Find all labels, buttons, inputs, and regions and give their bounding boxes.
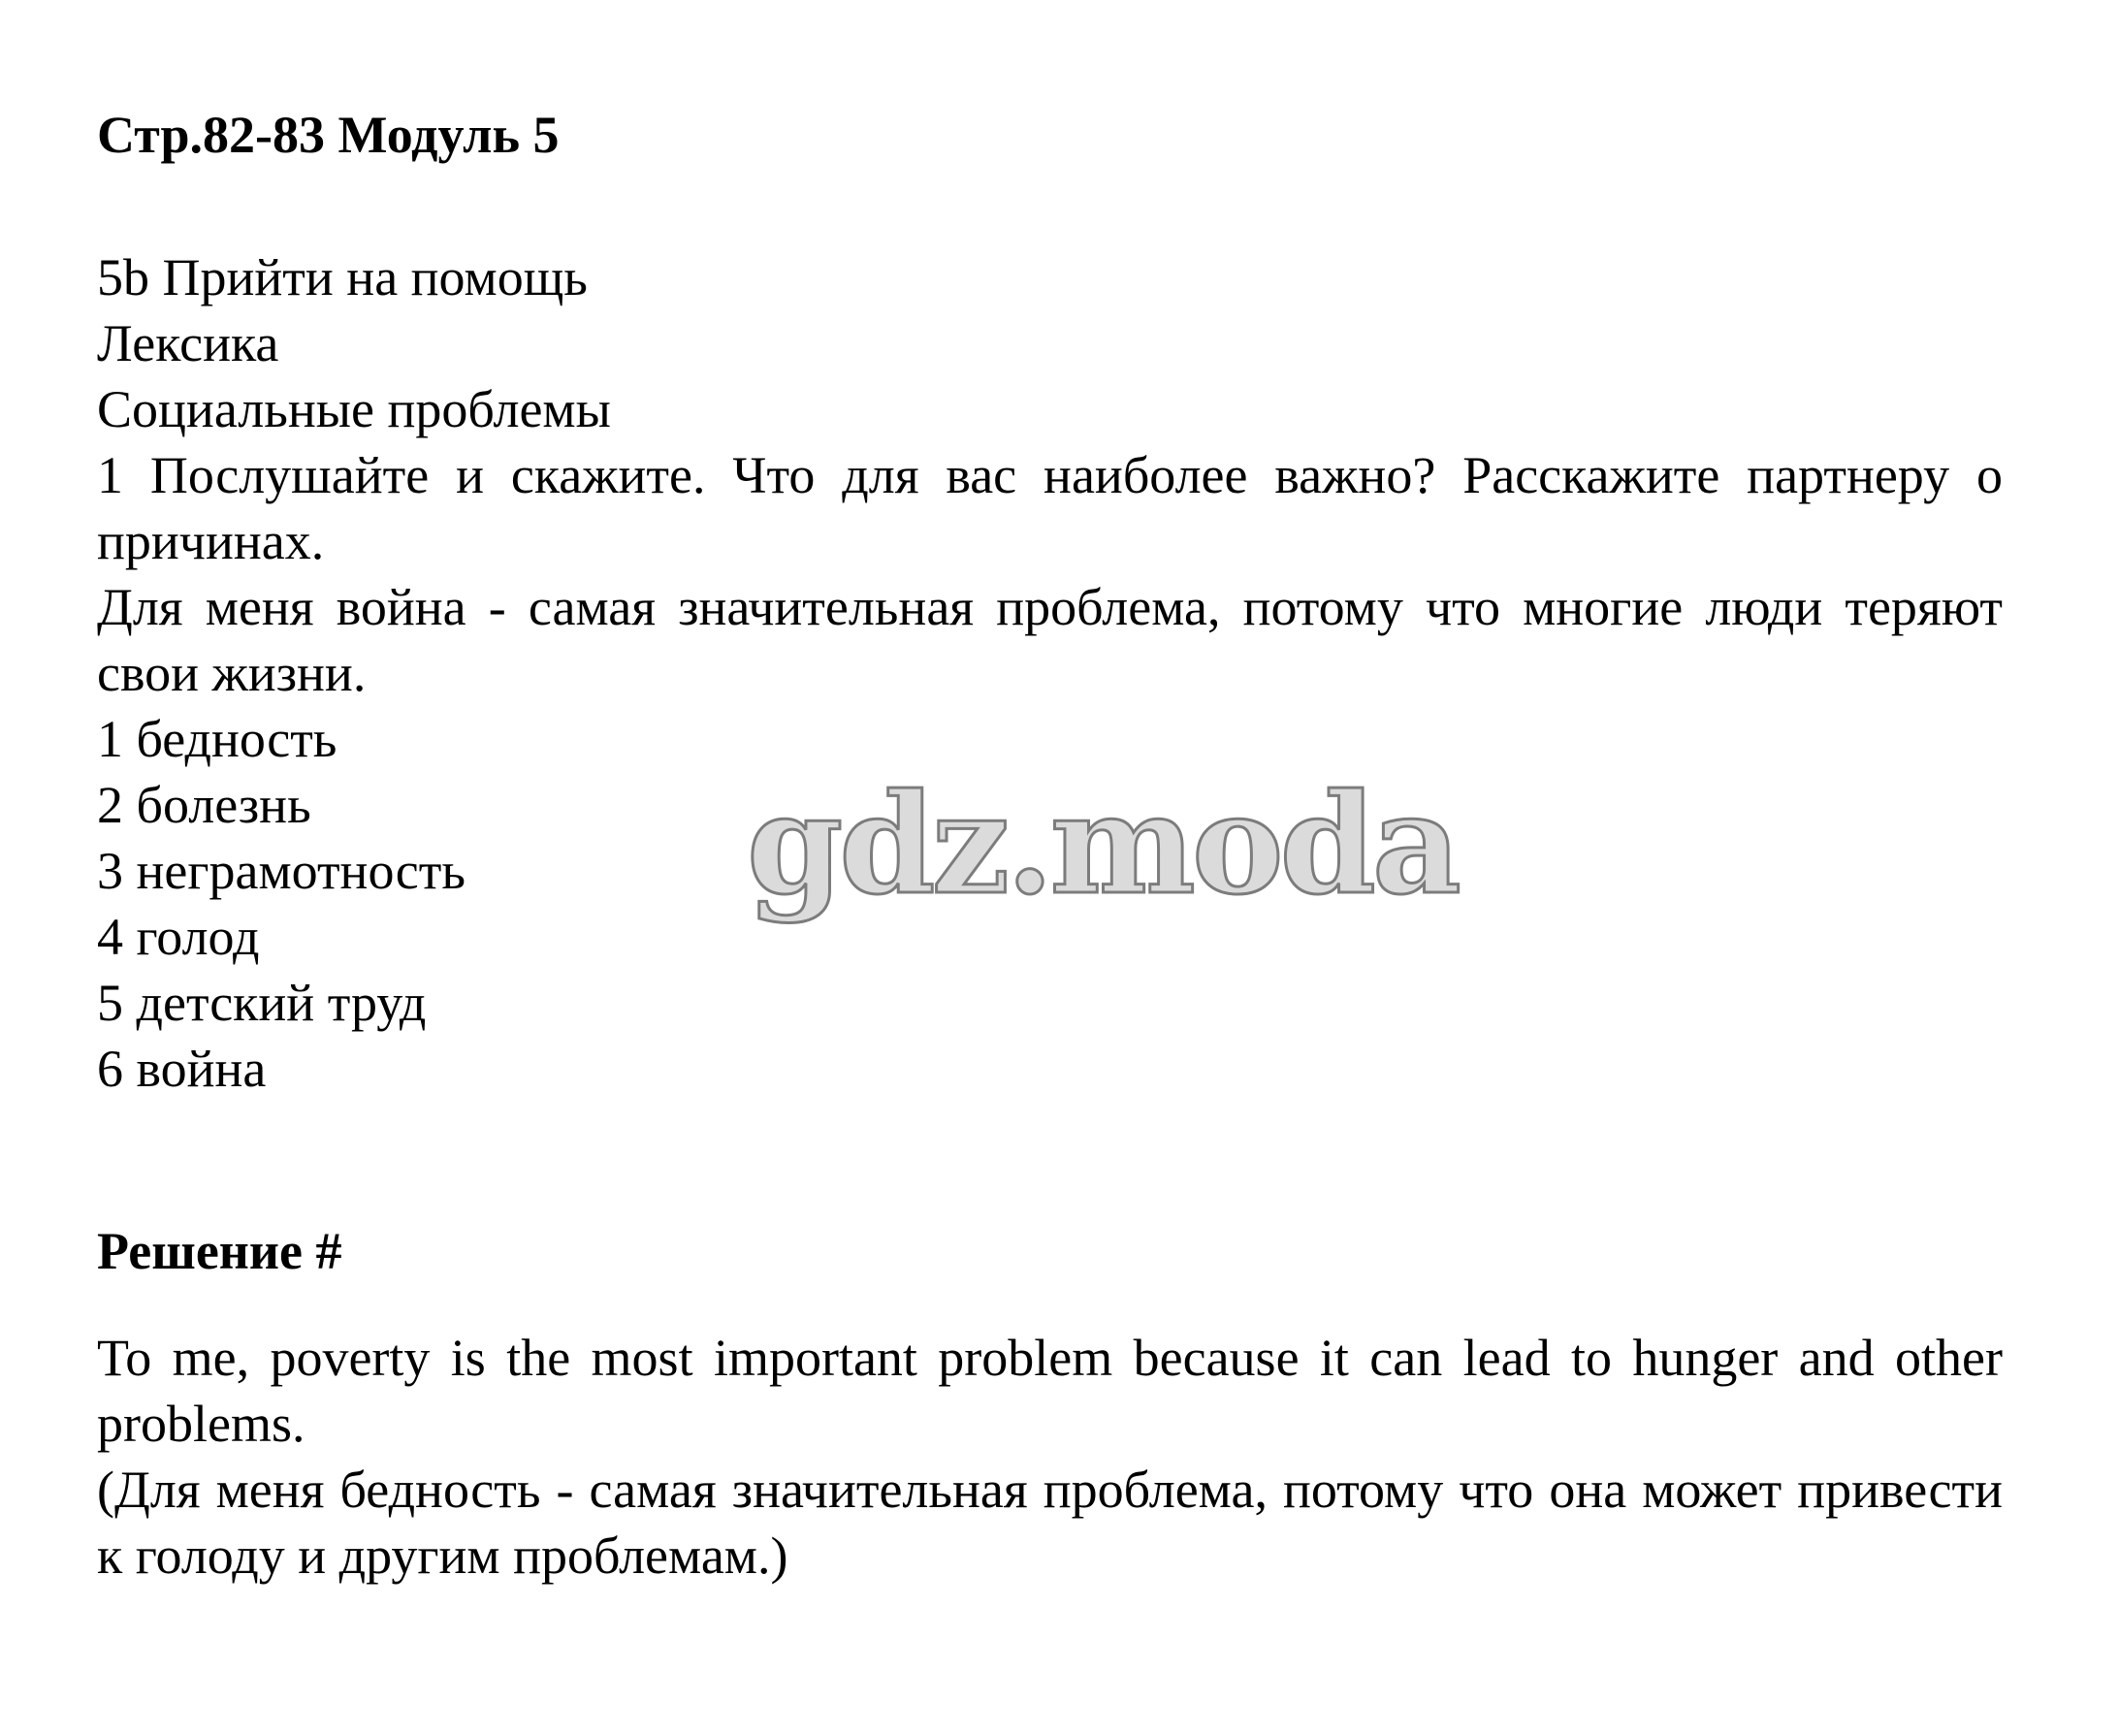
page-title: Стр.82-83 Модуль 5: [97, 106, 560, 164]
solution-answer-russian: (Для меня бедность - самая значительная проблема, потому что она может привести к голоду и другим проблемам.): [97, 1461, 2003, 1585]
list-item: 2 болезнь: [97, 776, 311, 834]
solution-heading: Решение #: [97, 1222, 342, 1280]
topic-label: Социальные проблемы: [97, 380, 611, 438]
watermark-logo: gdz.moda: [747, 764, 1458, 925]
task-instruction: 1 Послушайте и скажите. Что для вас наиболее важно? Расскажите партнеру о причинах.: [97, 446, 2003, 570]
list-item: 1 бедность: [97, 710, 337, 768]
list-item: 5 детский труд: [97, 974, 427, 1032]
list-item: 4 голод: [97, 908, 260, 966]
task-example: Для меня война - самая значительная проблема, потому что многие люди теряют свои жизни.: [97, 578, 2003, 702]
solution-answer-english: To me, poverty is the most important problem because it can lead to hunger and other problems.: [97, 1329, 2003, 1453]
category-label: Лексика: [97, 314, 279, 372]
list-item: 3 неграмотность: [97, 842, 466, 900]
list-item: 6 война: [97, 1040, 267, 1098]
unit-title: 5b Прийти на помощь: [97, 248, 588, 306]
